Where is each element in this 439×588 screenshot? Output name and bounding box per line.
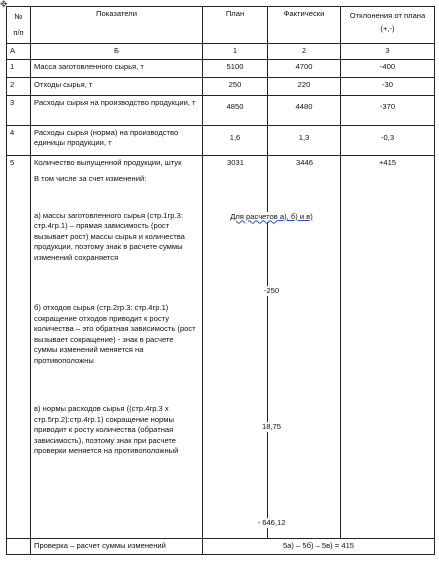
header-num-text: № п/п — [13, 12, 24, 37]
change-a-value: -250 — [203, 286, 340, 297]
header-num — [7, 7, 31, 44]
index-cell: 1 — [203, 44, 268, 60]
row-num: 3 — [7, 95, 31, 125]
row5-label-cell — [31, 155, 203, 538]
index-cell: 3 — [341, 44, 435, 60]
table-row — [7, 125, 435, 155]
table-row — [7, 77, 435, 95]
row-fact: 4480 — [268, 95, 341, 125]
row-deviation: -400 — [341, 59, 435, 77]
table-move-handle-icon[interactable]: ✥ — [0, 0, 8, 9]
calc-note — [203, 212, 340, 223]
row-label: Расходы сырья на производство продукции, т — [31, 95, 203, 125]
header-indicator: Показатели — [31, 7, 203, 44]
row-plan: 5100 — [203, 59, 268, 77]
check-num — [7, 538, 31, 554]
row-fact: 4700 — [268, 59, 341, 77]
index-cell: Б — [31, 44, 203, 60]
row-num: 4 — [7, 125, 31, 155]
change-b-value: 18,75 — [203, 422, 340, 433]
index-cell: А — [7, 44, 31, 60]
table-row — [7, 95, 435, 125]
table-row-5 — [7, 155, 435, 538]
header-plan: План — [203, 7, 268, 44]
row-deviation: -30 — [341, 77, 435, 95]
row5-label: Количество выпущенной продукции, штук — [34, 157, 182, 167]
row-deviation: -370 — [341, 95, 435, 125]
row-label: Отходы сырья, т — [31, 77, 203, 95]
row-num: 5 — [7, 155, 31, 538]
row5-subtitle: В том числе за счет изменений: — [34, 174, 147, 183]
row5-deviation: +415 — [341, 155, 435, 538]
change-b-text: б) отходов сырья (стр.2гр.3: стр.4гр.1) сокращение отходов приводит к росту количества – это обратная зависимость (рост вызывает сокращение) - знак в расчете суммы изменений меняется на противоположны — [34, 303, 196, 365]
calc-note-prefix: Для расчетов — [230, 211, 278, 221]
header-deviation: Отклонения от плана (+,-) — [341, 7, 435, 44]
row-plan: 250 — [203, 77, 268, 95]
check-label: Проверка – расчет суммы изменений — [31, 538, 203, 554]
check-row — [7, 538, 435, 554]
indicators-table — [6, 6, 435, 555]
row-num: 2 — [7, 77, 31, 95]
check-value: 5а) – 5б) – 5в) = 415 — [203, 538, 435, 554]
table-header-row — [7, 7, 435, 44]
index-row — [7, 44, 435, 60]
row-deviation: -0,3 — [341, 125, 435, 155]
row-plan: 4850 — [203, 95, 268, 125]
change-a-text: а) массы заготовленного сырья (стр.1гр.3: стр.4гр.1) – прямая зависимость (рост вызывает рост) массы сырья и количества продукции, поэтому знак в расчете суммы изменений сохраняется — [34, 210, 185, 262]
calc-note-rest: а), б) и в) — [277, 211, 313, 221]
header-fact: Фактически — [268, 7, 341, 44]
row5-fact: 3446 — [296, 157, 313, 167]
change-c-value: - 646,12 — [203, 518, 340, 529]
row-plan: 1,6 — [203, 125, 268, 155]
table-row — [7, 59, 435, 77]
change-c-text: в) нормы расходов сырья ((стр.4гр.3 х стр.5гр.2):стр.4гр.1) сокращение нормы приводит к росту количества (обратная зависимость), поэтому знак при расчете проверки меняется на противоположный — [34, 404, 179, 455]
row5-values-cell — [203, 155, 341, 538]
row-num: 1 — [7, 59, 31, 77]
row-label: Масса заготовленного сырья, т — [31, 59, 203, 77]
row-label: Расходы сырья (норма) на производство единицы продукции, т — [31, 125, 203, 155]
row5-plan: 3031 — [227, 157, 244, 167]
row-fact: 220 — [268, 77, 341, 95]
row-fact: 1,3 — [268, 125, 341, 155]
index-cell: 2 — [268, 44, 341, 60]
